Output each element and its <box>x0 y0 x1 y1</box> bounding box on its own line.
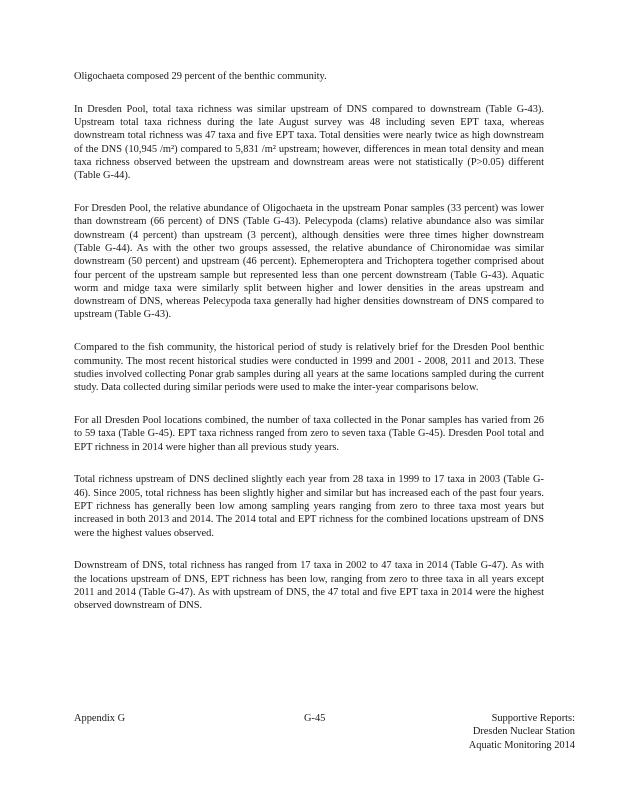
page-number: G-45 <box>304 713 326 724</box>
paragraph-4: Compared to the fish community, the historical period of study is relatively brief for the Dresden Pool benthic community. The most recent historical studies were conducted in 1999 and 2001 - 2008, 2011 and 2013. These studies involved collecting Ponar grab samples during all years at the same locations sampled during the current study. Data collected during similar periods were used to make the inter-year comparisons below. <box>74 342 544 394</box>
footer-report-line-1: Supportive Reports: <box>491 713 575 724</box>
paragraph-3: For Dresden Pool, the relative abundance of Oligochaeta in the upstream Ponar samples (33 percent) was lower than downstream (66 percent) of DNS (Table G-43). Pelecypoda (clams) relative abundance also was similar downstream (4 percent) than upstream (3 percent), although densities were three times higher downstream (Table G-44). As with the other two groups assessed, the relative abundance of Chironomidae was similar downstream (50 percent) and upstream (46 percent). Ephemeroptera and Trichoptera together comprised about four percent of the upstream sample but represented less than one percent downstream (Table G-43). Aquatic worm and midge taxa were similarly split between higher and lower densities in the areas upstream and downstream of DNS, whereas Pelecypoda taxa generally had higher densities downstream of DNS compared to upstream (Table G-43). <box>74 203 544 321</box>
footer-report-line-2: Dresden Nuclear Station <box>472 726 575 738</box>
paragraph-5: For all Dresden Pool locations combined, the number of taxa collected in the Ponar samples has varied from 26 to 59 taxa (Table G-45). EPT taxa richness ranged from zero to seven taxa (Table G-45). Dresden Pool total and EPT richness in 2014 were higher than all previous study years. <box>74 414 544 453</box>
page-footer <box>74 712 575 762</box>
body-text <box>74 70 544 632</box>
paragraph-6: Total richness upstream of DNS declined slightly each year from 28 taxa in 1999 to 17 taxa in 2003 (Table G-46). Since 2005, total richness has been slightly higher and similar but has increased each of the past four years. EPT richness has generally been low among sampling years ranging from zero to three taxa most years but increased in both 2013 and 2014. The 2014 total and EPT richness for the combined locations upstream of DNS were the highest values observed. <box>74 474 544 539</box>
paragraph-7: Downstream of DNS, total richness has ranged from 17 taxa in 2002 to 47 taxa in 2014 (Table G-47). As with the locations upstream of DNS, EPT richness has been low, ranging from zero to three taxa in all years except 2011 and 2014 (Table G-47). As with upstream of DNS, the 47 total and five EPT taxa in 2014 were the highest observed downstream of DNS. <box>74 560 544 612</box>
paragraph-2: In Dresden Pool, total taxa richness was similar upstream of DNS compared to downstream (Table G-43). Upstream total taxa richness during the late August survey was 48 including seven EPT taxa, whereas downstream total richness was 47 taxa and five EPT taxa. Total densities were nearly twice as high downstream of the DNS (10,945 /m²) compared to 5,831 /m² upstream; however, differences in mean total density and mean taxa richness observed between the upstream and downstream areas were not statistically (P>0.05) different (Table G-44). <box>74 103 544 182</box>
paragraph-1: Oligochaeta composed 29 percent of the benthic community. <box>74 71 327 82</box>
footer-appendix-label: Appendix G <box>74 713 126 724</box>
footer-report-info <box>469 712 575 752</box>
footer-report-line-3: Aquatic Monitoring 2014 <box>468 739 575 751</box>
